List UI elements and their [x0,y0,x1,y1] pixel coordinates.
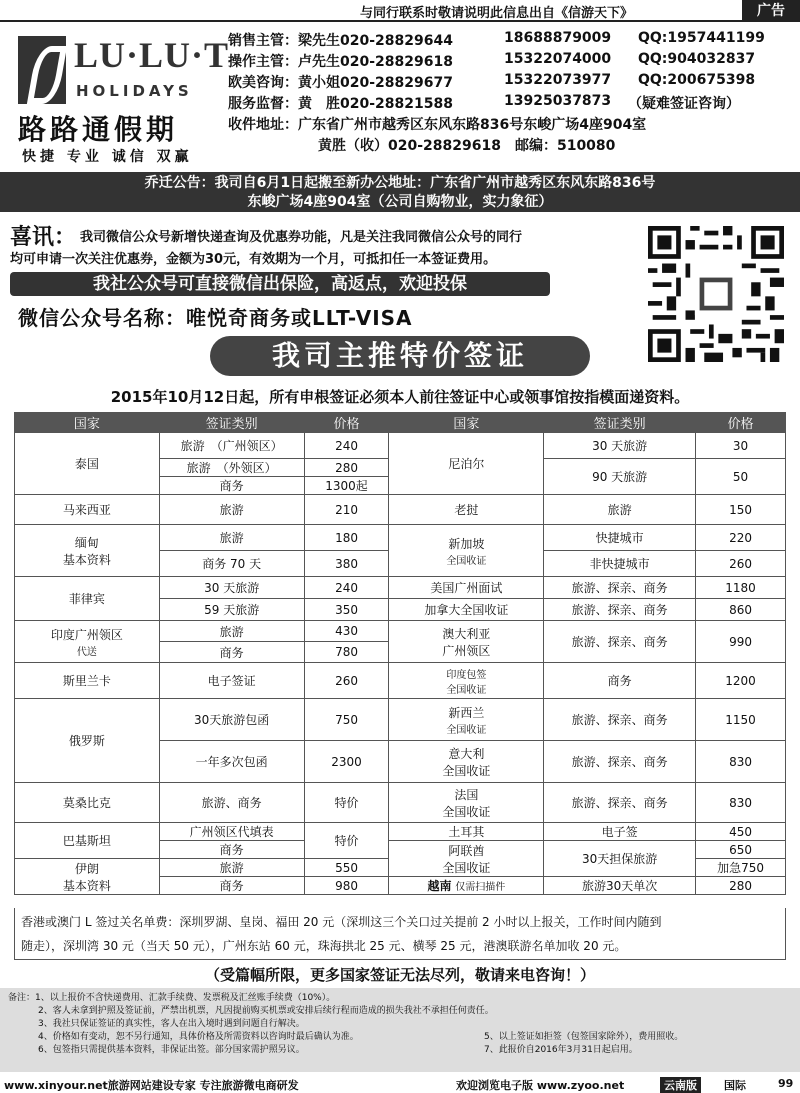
visa-type-cell: 旅游 [159,859,304,877]
mailing-address: 收件地址：广东省广州市越秀区东风东路836号东峻广场4座904室 [228,117,647,133]
country-note: 基本资料 [62,552,111,567]
visa-type-cell: 非快捷城市 [544,551,696,577]
price-cell: 350 [304,599,389,621]
remark-line: 3、我社只保证签证的真实性，客人在出入境时遇到问题自行解决。 [38,1019,305,1029]
visa-type-cell: 商务 [159,477,304,495]
country-name: 缅甸 [74,535,99,550]
country-cell [15,525,160,577]
visa-type-cell: 旅游、探亲、商务 [544,577,696,599]
country-name: 越南 [427,879,452,893]
price-cell: 220 [696,525,786,551]
page-number: 99 [778,1077,794,1090]
price-cell: 990 [696,621,786,663]
column-header: 签证类别 [159,413,304,433]
footer-left: www.xinyour.net旅游网站建设专家 专注旅游微电商研发 [4,1079,299,1092]
price-cell: 650 [696,841,786,859]
country-cell [389,841,544,877]
country-cell [389,877,544,895]
column-header: 国家 [15,413,160,433]
relocation-announcement [0,172,800,212]
country-name: 新西兰 [448,705,485,720]
edition-badge: 云南版 [660,1077,701,1093]
price-cell: 750 [304,699,389,741]
qr-code-icon [648,226,784,362]
price-cell: 240 [304,433,389,459]
contact-row [228,93,798,114]
table-header-row [15,413,786,433]
contact-name: 服务监督：黄 胜020-28821588 [228,96,453,112]
visa-type-cell: 旅游、探亲、商务 [544,621,696,663]
price-cell: 240 [304,577,389,599]
country-cell [389,741,544,783]
visa-type-cell: 旅游 [159,621,304,642]
country-cell: 菲律宾 [15,577,160,621]
country-note: 全国收证 [446,684,487,696]
insurance-banner: 我社公众号可直接微信出保险，高返点，欢迎投保 [10,272,550,296]
footer-mid: 欢迎浏览电子版 www.zyoo.net [456,1079,625,1092]
price-cell: 1180 [696,577,786,599]
remarks [0,988,800,1072]
price-cell: 加急750 [696,859,786,877]
visa-type-cell: 商务 70 天 [159,551,304,577]
good-news-label: 喜讯： [10,225,77,250]
table-row [15,823,786,841]
table-row [15,577,786,599]
country-note: 全国收证 [446,724,487,736]
price-cell: 150 [696,495,786,525]
column-header: 签证类别 [544,413,696,433]
promo-text: 我司微信公众号新增快递查询及优惠券功能，凡是关注我同微信公众号的同行 [80,230,523,245]
column-header: 价格 [304,413,389,433]
price-cell: 30 [696,433,786,459]
price-cell: 860 [696,599,786,621]
hk-macau-fees [14,908,786,960]
country-cell [389,699,544,741]
schengen-requirement: 2015年10月12日起，所有申根签证必须本人前往签证中心或领事馆按指模面递资料。 [110,388,690,406]
country-name: 伊朗 [74,861,99,876]
column-header: 国家 [389,413,544,433]
price-cell: 特价 [304,783,389,823]
country-cell: 土耳其 [389,823,544,841]
price-cell: 260 [304,663,389,699]
contact-mobile: 15322073977 [504,72,612,88]
visa-type-cell: 30 天旅游 [159,577,304,599]
visa-type-cell: 旅游30天单次 [544,877,696,895]
remark-line: 2、客人未拿到护照及签证前，严禁出机票，凡因提前购买机票或安排后续行程而造成的损失我社不承担任何责任。 [38,1006,494,1016]
visa-type-cell: 旅游 [544,495,696,525]
country-cell: 尼泊尔 [389,433,544,495]
country-name: 印度包签 [446,669,487,681]
contact-name: 操作主管：卢先生020-28829618 [228,54,453,70]
visa-type-cell: 广州领区代填表 [159,823,304,841]
price-cell: 2300 [304,741,389,783]
visa-type-cell: 旅游、探亲、商务 [544,699,696,741]
country-note: 仅需扫描件 [455,882,506,893]
visa-type-cell: 商务 [544,663,696,699]
remark-line: 7、此报价自2016年3月31日起启用。 [484,1045,638,1055]
section-label: 国际 [724,1079,746,1092]
visa-type-cell: 商务 [159,877,304,895]
hk-line: 香港或澳门 L 签过关名单费：深圳罗湖、皇岗、福田 20 元（深圳这三个关口过关提前 2 小时以上报关，工作时间内随到 [21,915,662,929]
price-cell: 830 [696,741,786,783]
country-cell: 老挝 [389,495,544,525]
column-header: 价格 [696,413,786,433]
country-note: 基本资料 [62,878,111,893]
country-note: 全国收证 [446,555,487,567]
country-note: 广州领区 [442,643,491,658]
ad-badge: 广告 [742,0,800,22]
visa-type-cell: 旅游 （广州领区） [159,433,304,459]
remark-line: 备注：1、以上报价不含快递费用、汇款手续费、发票税及汇丝账手续费（10%）。 [8,993,336,1003]
country-note: 全国收证 [442,804,491,819]
country-cell: 斯里兰卡 [15,663,160,699]
country-cell: 俄罗斯 [15,699,160,783]
visa-type-cell: 电子签 [544,823,696,841]
top-notice: 与同行联系时敬请说明此信息出自《信游天下》 [360,6,634,21]
promo-section [0,216,800,394]
table-row [15,699,786,741]
visa-type-cell: 59 天旅游 [159,599,304,621]
contact-mobile: 13925037873 [504,93,612,109]
price-cell: 780 [304,642,389,663]
contact-name: 销售主管：梁先生020-28829644 [228,33,453,49]
top-bar [0,0,800,22]
contact-qq: QQ:1957441199 [638,30,765,46]
country-cell [389,783,544,823]
contact-mobile: 18688879009 [504,30,612,46]
contact-name: 欧美咨询：黄小姐020-28829677 [228,75,453,91]
table-row [15,783,786,823]
wechat-account-name: 微信公众号名称：唯悦奇商务或LLT-VISA [18,306,413,330]
visa-type-cell: 旅游 [159,495,304,525]
country-cell: 巴基斯坦 [15,823,160,859]
price-cell: 980 [304,877,389,895]
visa-type-cell: 30 天旅游 [544,433,696,459]
contact-row [228,30,798,51]
price-cell: 450 [696,823,786,841]
country-name: 澳大利亚 [442,626,491,641]
country-name: 意大利 [448,746,485,761]
contact-mobile: 15322074000 [504,51,612,67]
visa-type-cell: 90 天旅游 [544,459,696,495]
price-cell: 550 [304,859,389,877]
company-logo [18,32,230,167]
visa-type-cell: 旅游 （外领区） [159,459,304,477]
country-cell: 莫桑比克 [15,783,160,823]
price-cell: 280 [304,459,389,477]
visa-type-cell: 30天旅游包函 [159,699,304,741]
remark-line: 5、以上签证如拒签（包签国家除外），费用照收。 [484,1032,684,1042]
country-name: 阿联酋 [448,843,485,858]
country-cell [389,663,544,699]
contact-qq: QQ:200675398 [638,72,756,88]
hk-line: 随走），深圳湾 30 元（当天 50 元），广州东站 60 元，珠海拱北 25 元、横琴 25 元，港澳联游名单加收 20 元。 [21,939,627,953]
contact-row [228,72,798,93]
contact-row [228,51,798,72]
remark-line: 4、价格如有变动，恕不另行通知，具体价格及所需资料以咨询时最后确认为准。 [38,1032,359,1042]
price-cell: 特价 [304,823,389,859]
visa-price-table [14,412,786,895]
logo-brand: LU·LU·T [74,35,230,75]
contact-list [228,30,798,156]
country-cell [15,621,160,663]
table-row [15,525,786,551]
remark-line: 6、包签指只需提供基本资料，非保证出签。部分国家需护照另议。 [38,1045,305,1055]
country-cell: 泰国 [15,433,160,495]
country-cell: 加拿大全国收证 [389,599,544,621]
visa-type-cell: 旅游、探亲、商务 [544,783,696,823]
remark-row [8,1044,792,1057]
limited-notice: （受篇幅所限，更多国家签证无法尽列，敬请来电咨询！） [204,966,595,984]
country-cell: 美国广州面试 [389,577,544,599]
table-row [15,663,786,699]
contact-note: （疑难签证咨询） [628,96,740,112]
country-cell [15,859,160,895]
visa-type-cell: 快捷城市 [544,525,696,551]
visa-type-cell: 商务 [159,642,304,663]
price-cell: 380 [304,551,389,577]
price-cell: 1300起 [304,477,389,495]
footer [0,1074,800,1093]
price-cell: 280 [696,877,786,895]
table-row [15,621,786,642]
visa-type-cell: 旅游、探亲、商务 [544,741,696,783]
logo-tagline: 快捷 专业 诚信 双赢 [22,149,193,165]
visa-type-cell: 旅游 [159,525,304,551]
receiver-row [228,135,798,156]
country-cell [389,525,544,577]
logo-chinese-name: 路路通假期 [18,113,179,146]
table-row [15,433,786,459]
promo-text: 均可申请一次关注优惠券，金额为30元，有效期为一个月，可抵扣任一本签证费用。 [10,252,497,267]
visa-type-cell: 旅游、商务 [159,783,304,823]
country-name: 法国 [454,787,479,802]
country-note: 代送 [76,646,97,658]
price-cell: 210 [304,495,389,525]
header [0,24,800,172]
logo-mark-icon [18,36,66,104]
country-name: 新加坡 [448,536,485,551]
receiver: 黄胜（收）020-28829618 邮编：510080 [318,138,616,154]
table-row [15,495,786,525]
contact-qq: QQ:904032837 [638,51,756,67]
featured-visa-title: 我司主推特价签证 [210,336,590,376]
country-name: 印度广州领区 [50,627,123,642]
country-cell: 马来西亚 [15,495,160,525]
price-cell: 260 [696,551,786,577]
announce-line: 乔迁公告：我司自6月1日起搬至新办公地址：广东省广州市越秀区东风东路836号 [144,175,656,191]
price-cell: 180 [304,525,389,551]
country-cell [389,621,544,663]
price-cell: 1150 [696,699,786,741]
remark-row [8,1031,792,1044]
visa-type-cell: 一年多次包函 [159,741,304,783]
visa-type-cell: 30天担保旅游 [544,841,696,877]
price-cell: 830 [696,783,786,823]
announce-line: 东峻广场4座904室（公司自购物业，实力象征） [247,194,553,210]
address-row [228,114,798,135]
visa-type-cell: 电子签证 [159,663,304,699]
visa-type-cell: 旅游、探亲、商务 [544,599,696,621]
price-cell: 1200 [696,663,786,699]
price-cell: 430 [304,621,389,642]
logo-holidays: HOLIDAYS [76,82,193,100]
visa-type-cell: 商务 [159,841,304,859]
country-note: 全国收证 [442,860,491,875]
price-cell: 50 [696,459,786,495]
country-note: 全国收证 [442,763,491,778]
